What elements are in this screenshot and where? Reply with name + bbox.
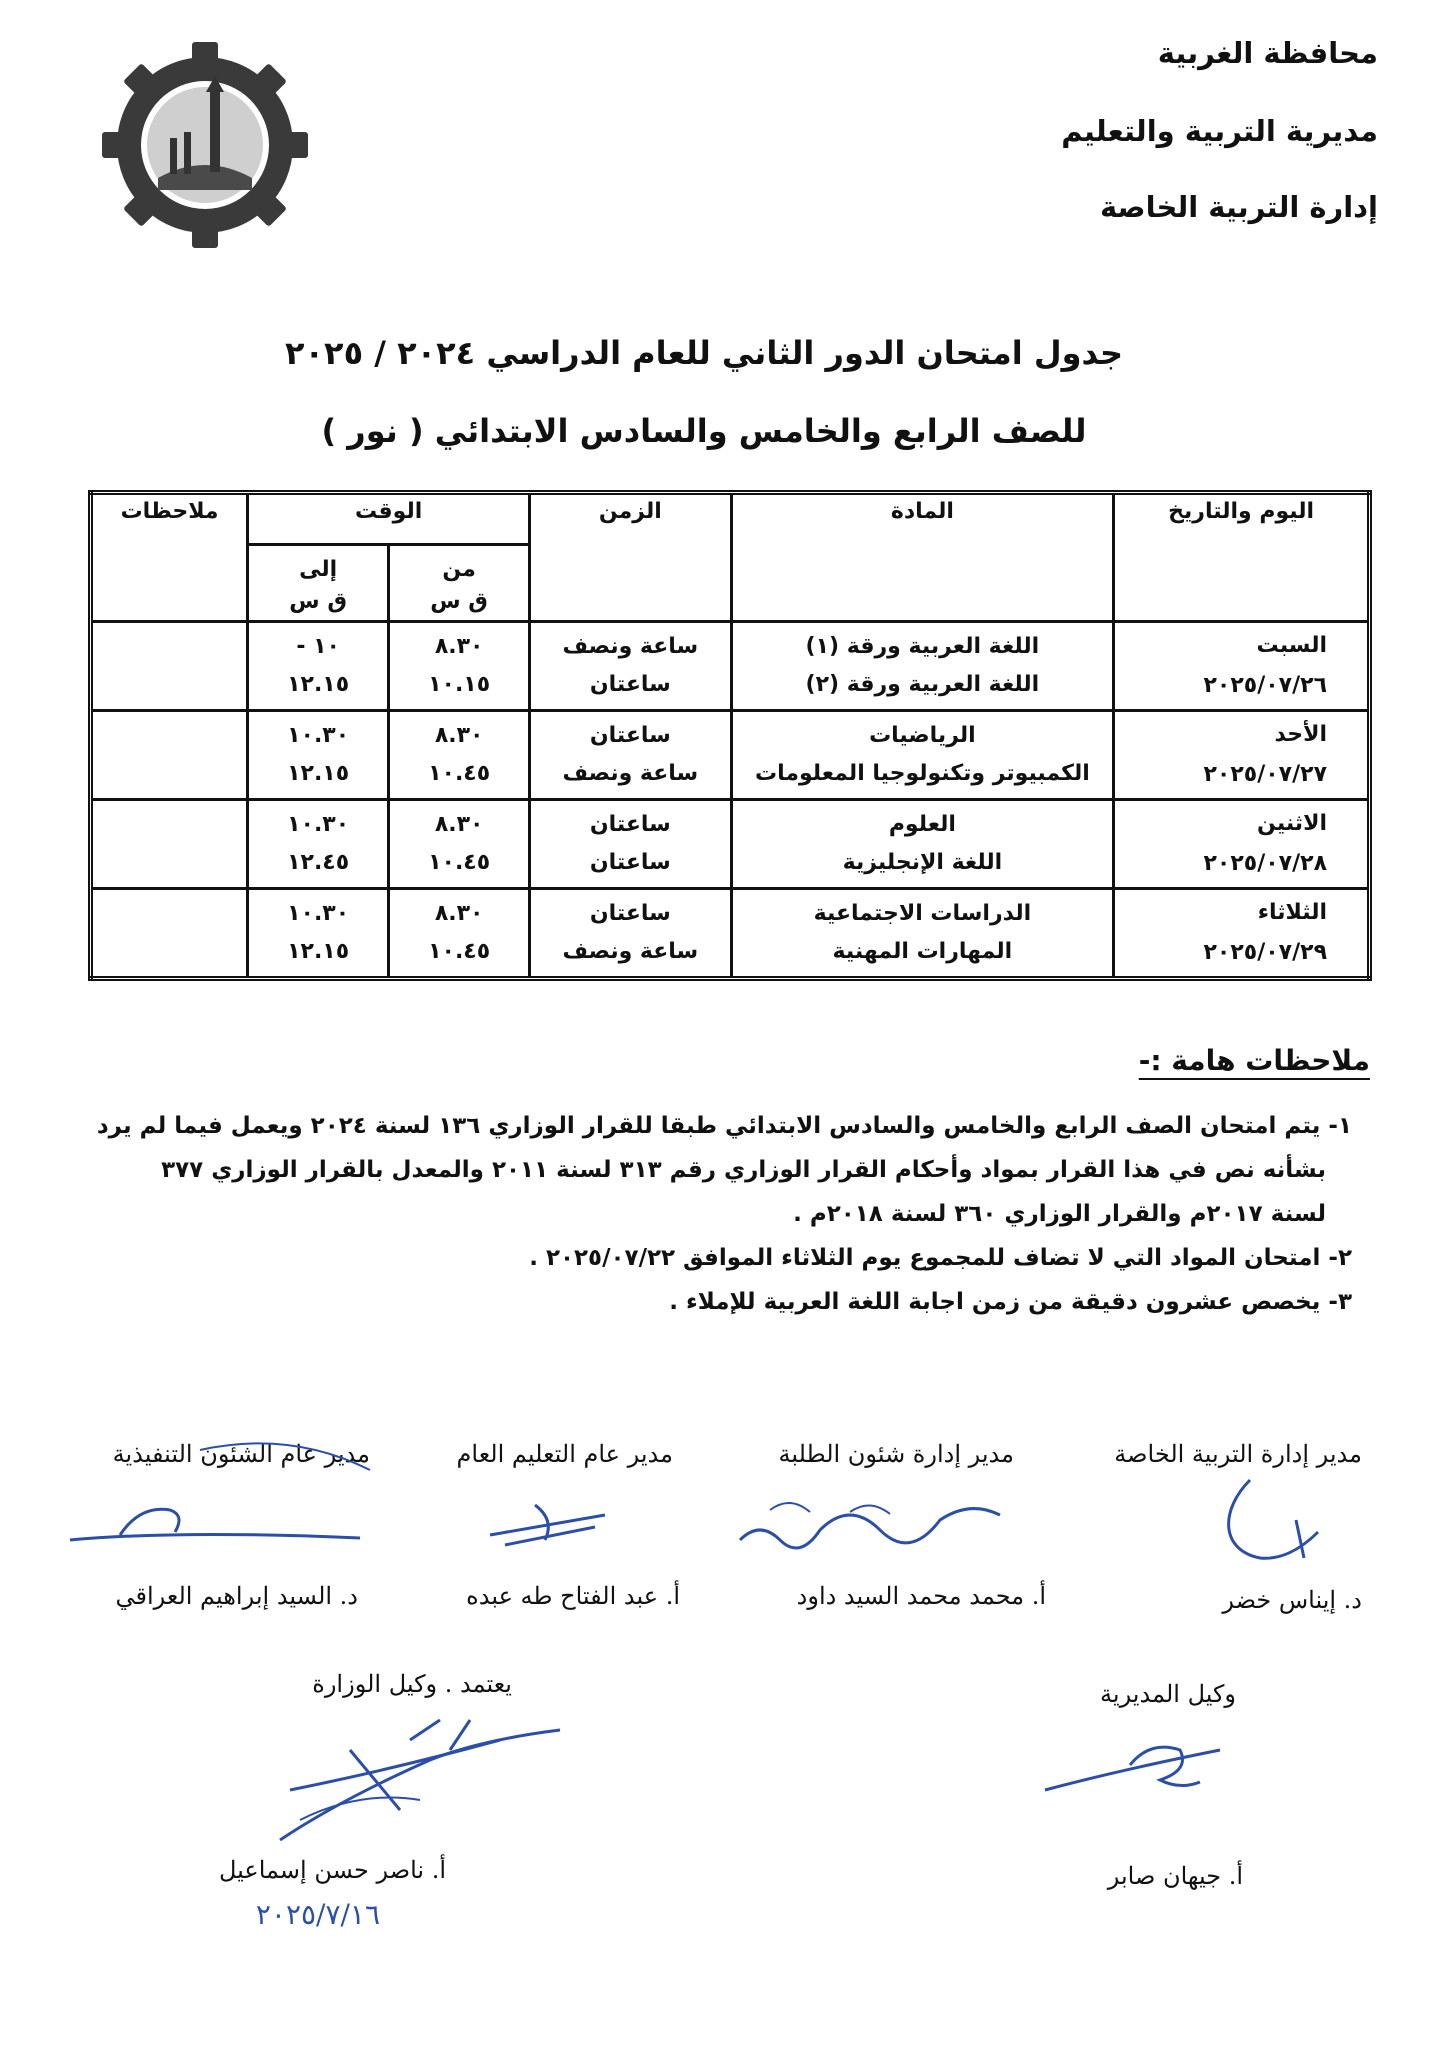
students-affairs-director-signature xyxy=(730,1490,1010,1560)
administration-heading: إدارة التربية الخاصة xyxy=(1099,190,1378,224)
day-date-cell xyxy=(1114,622,1370,711)
table-row xyxy=(91,800,1370,889)
from-time-cell xyxy=(389,800,530,889)
executive-affairs-director-name: د. السيد إبراهيم العراقي xyxy=(115,1582,358,1610)
special-ed-director-signature xyxy=(1200,1470,1330,1570)
header-from xyxy=(389,545,530,622)
duration-value: ساعتان xyxy=(589,850,671,875)
from-time: ٨.٣٠ xyxy=(434,723,484,748)
from-time: ١٠.٤٥ xyxy=(428,761,491,786)
from-time: ٨.٣٠ xyxy=(434,901,484,926)
notes-cell xyxy=(91,622,248,711)
duration-cell xyxy=(530,622,731,711)
approval-signature xyxy=(260,1700,580,1860)
to-time: ١٠.٣٠ xyxy=(287,901,350,926)
to-time-cell xyxy=(248,889,389,979)
to-time: ١٠.٣٠ xyxy=(287,812,350,837)
general-education-director-signature xyxy=(485,1495,615,1555)
schedule-subtitle: للصف الرابع والخامس والسادس الابتدائي ( نور ) xyxy=(321,412,1087,450)
note-item-continuation: لسنة ٢٠١٧م والقرار الوزاري ٣٦٠ لسنة ٢٠١٨م . xyxy=(793,1201,1326,1227)
duration-value: ساعتان xyxy=(589,812,671,837)
exam-timetable xyxy=(88,490,1372,981)
to-time: ١٢.١٥ xyxy=(287,761,350,786)
header-day-date: اليوم والتاريخ xyxy=(1114,493,1370,622)
table-header-row xyxy=(91,493,1370,545)
subject-cell xyxy=(731,889,1114,979)
header-from-label: من xyxy=(442,557,476,582)
deputy-directorate-name: أ. جيهان صابر xyxy=(1107,1862,1243,1890)
special-ed-director-name: د. إيناس خضر xyxy=(1222,1586,1362,1614)
governorate-heading: محافظة الغربية xyxy=(1157,36,1378,70)
to-time: ١٠ - xyxy=(296,634,340,659)
from-time: ٨.٣٠ xyxy=(434,634,484,659)
to-time-cell xyxy=(248,711,389,800)
subject-name: المهارات المهنية xyxy=(832,939,1013,964)
to-time-cell xyxy=(248,622,389,711)
duration-cell xyxy=(530,800,731,889)
note-item-continuation: بشأنه نص في هذا القرار بمواد وأحكام القرار الوزاري رقم ٣١٣ لسنة ٢٠١١ والمعدل بالقرار الوزاري ٣٧٧ xyxy=(161,1157,1326,1183)
duration-value: ساعة ونصف xyxy=(562,761,699,786)
special-ed-director-title: مدير إدارة التربية الخاصة xyxy=(1114,1440,1362,1468)
header-to-label: إلى xyxy=(299,557,338,582)
subject-name: الدراسات الاجتماعية xyxy=(813,901,1032,926)
note-item: ١- يتم امتحان الصف الرابع والخامس والسادس الابتدائي طبقا للقرار الوزاري ١٣٦ لسنة ٢٠٢٤ ويعمل فيما لم يرد xyxy=(96,1113,1352,1139)
day-name: الثلاثاء xyxy=(1257,900,1327,925)
notes-cell xyxy=(91,711,248,800)
executive-affairs-director-signature xyxy=(60,1490,380,1560)
general-education-director-title: مدير عام التعليم العام xyxy=(456,1440,673,1468)
deputy-directorate-title: وكيل المديرية xyxy=(1100,1680,1236,1708)
approval-name: أ. ناصر حسن إسماعيل xyxy=(218,1856,446,1884)
subject-cell xyxy=(731,711,1114,800)
subject-name: الكمبيوتر وتكنولوجيا المعلومات xyxy=(755,761,1090,786)
subject-name: اللغة العربية ورقة (٢) xyxy=(805,672,1040,697)
day-name: الأحد xyxy=(1274,722,1327,747)
from-time-cell xyxy=(389,711,530,800)
from-time: ١٠.٤٥ xyxy=(428,850,491,875)
duration-value: ساعتان xyxy=(589,723,671,748)
exam-date: ٢٠٢٥/٠٧/٢٩ xyxy=(1203,940,1327,965)
from-time: ١٠.١٥ xyxy=(428,672,491,697)
subject-name: اللغة العربية ورقة (١) xyxy=(805,634,1040,659)
header-notes: ملاحظات xyxy=(91,493,248,622)
to-time: ١٢.٤٥ xyxy=(287,850,350,875)
day-date-cell xyxy=(1114,889,1370,979)
header-to xyxy=(248,545,389,622)
duration-cell xyxy=(530,889,731,979)
exam-date: ٢٠٢٥/٠٧/٢٨ xyxy=(1203,851,1327,876)
executive-affairs-director-title: مدير عام الشئون التنفيذية xyxy=(112,1440,370,1468)
day-date-cell xyxy=(1114,711,1370,800)
table-row xyxy=(91,889,1370,979)
approval-title: يعتمد . وكيل الوزارة xyxy=(312,1670,512,1698)
students-affairs-director-name: أ. محمد محمد السيد داود xyxy=(796,1582,1046,1610)
important-notes-list xyxy=(42,1104,1352,1324)
directorate-heading: مديرية التربية والتعليم xyxy=(1061,114,1378,148)
to-time: ١٠.٣٠ xyxy=(287,723,350,748)
table-row xyxy=(91,711,1370,800)
duration-value: ساعتان xyxy=(589,901,671,926)
subject-name: اللغة الإنجليزية xyxy=(842,850,1003,875)
header-to-units: ق س xyxy=(289,589,347,614)
notes-cell xyxy=(91,889,248,979)
to-time: ١٢.١٥ xyxy=(287,939,350,964)
day-name: الاثنين xyxy=(1257,811,1327,836)
header-from-units: ق س xyxy=(430,589,488,614)
duration-value: ساعة ونصف xyxy=(562,939,699,964)
from-time: ٨.٣٠ xyxy=(434,812,484,837)
subject-cell xyxy=(731,622,1114,711)
to-time: ١٢.١٥ xyxy=(287,672,350,697)
deputy-directorate-signature xyxy=(1040,1720,1240,1810)
subject-name: الرياضيات xyxy=(869,723,976,748)
schedule-title: جدول امتحان الدور الثاني للعام الدراسي ٢٠٢٤ / ٢٠٢٥ xyxy=(284,334,1124,372)
notes-cell xyxy=(91,800,248,889)
gharbia-emblem-logo xyxy=(100,40,310,250)
general-education-director-name: أ. عبد الفتاح طه عبده xyxy=(466,1582,680,1610)
to-time-cell xyxy=(248,800,389,889)
day-date-cell xyxy=(1114,800,1370,889)
students-affairs-director-title: مدير إدارة شئون الطلبة xyxy=(778,1440,1014,1468)
header-subject: المادة xyxy=(731,493,1114,622)
subject-name: العلوم xyxy=(888,812,956,837)
subject-cell xyxy=(731,800,1114,889)
from-time: ١٠.٤٥ xyxy=(428,939,491,964)
header-duration: الزمن xyxy=(530,493,731,622)
exam-date: ٢٠٢٥/٠٧/٢٧ xyxy=(1203,762,1327,787)
duration-cell xyxy=(530,711,731,800)
table-row xyxy=(91,622,1370,711)
note-item: ٢- امتحان المواد التي لا تضاف للمجموع يوم الثلاثاء الموافق ٢٠٢٥/٠٧/٢٢ . xyxy=(529,1245,1352,1271)
important-notes-title: ملاحظات هامة :- xyxy=(1138,1044,1370,1077)
from-time-cell xyxy=(389,622,530,711)
duration-value: ساعتان xyxy=(589,672,671,697)
header-time: الوقت xyxy=(248,493,530,545)
note-item: ٣- يخصص عشرون دقيقة من زمن اجابة اللغة العربية للإملاء . xyxy=(669,1289,1352,1315)
day-name: السبت xyxy=(1256,633,1327,658)
from-time-cell xyxy=(389,889,530,979)
duration-value: ساعة ونصف xyxy=(562,634,699,659)
exam-date: ٢٠٢٥/٠٧/٢٦ xyxy=(1203,673,1327,698)
approval-date: ٢٠٢٥/٧/١٦ xyxy=(255,1898,380,1931)
